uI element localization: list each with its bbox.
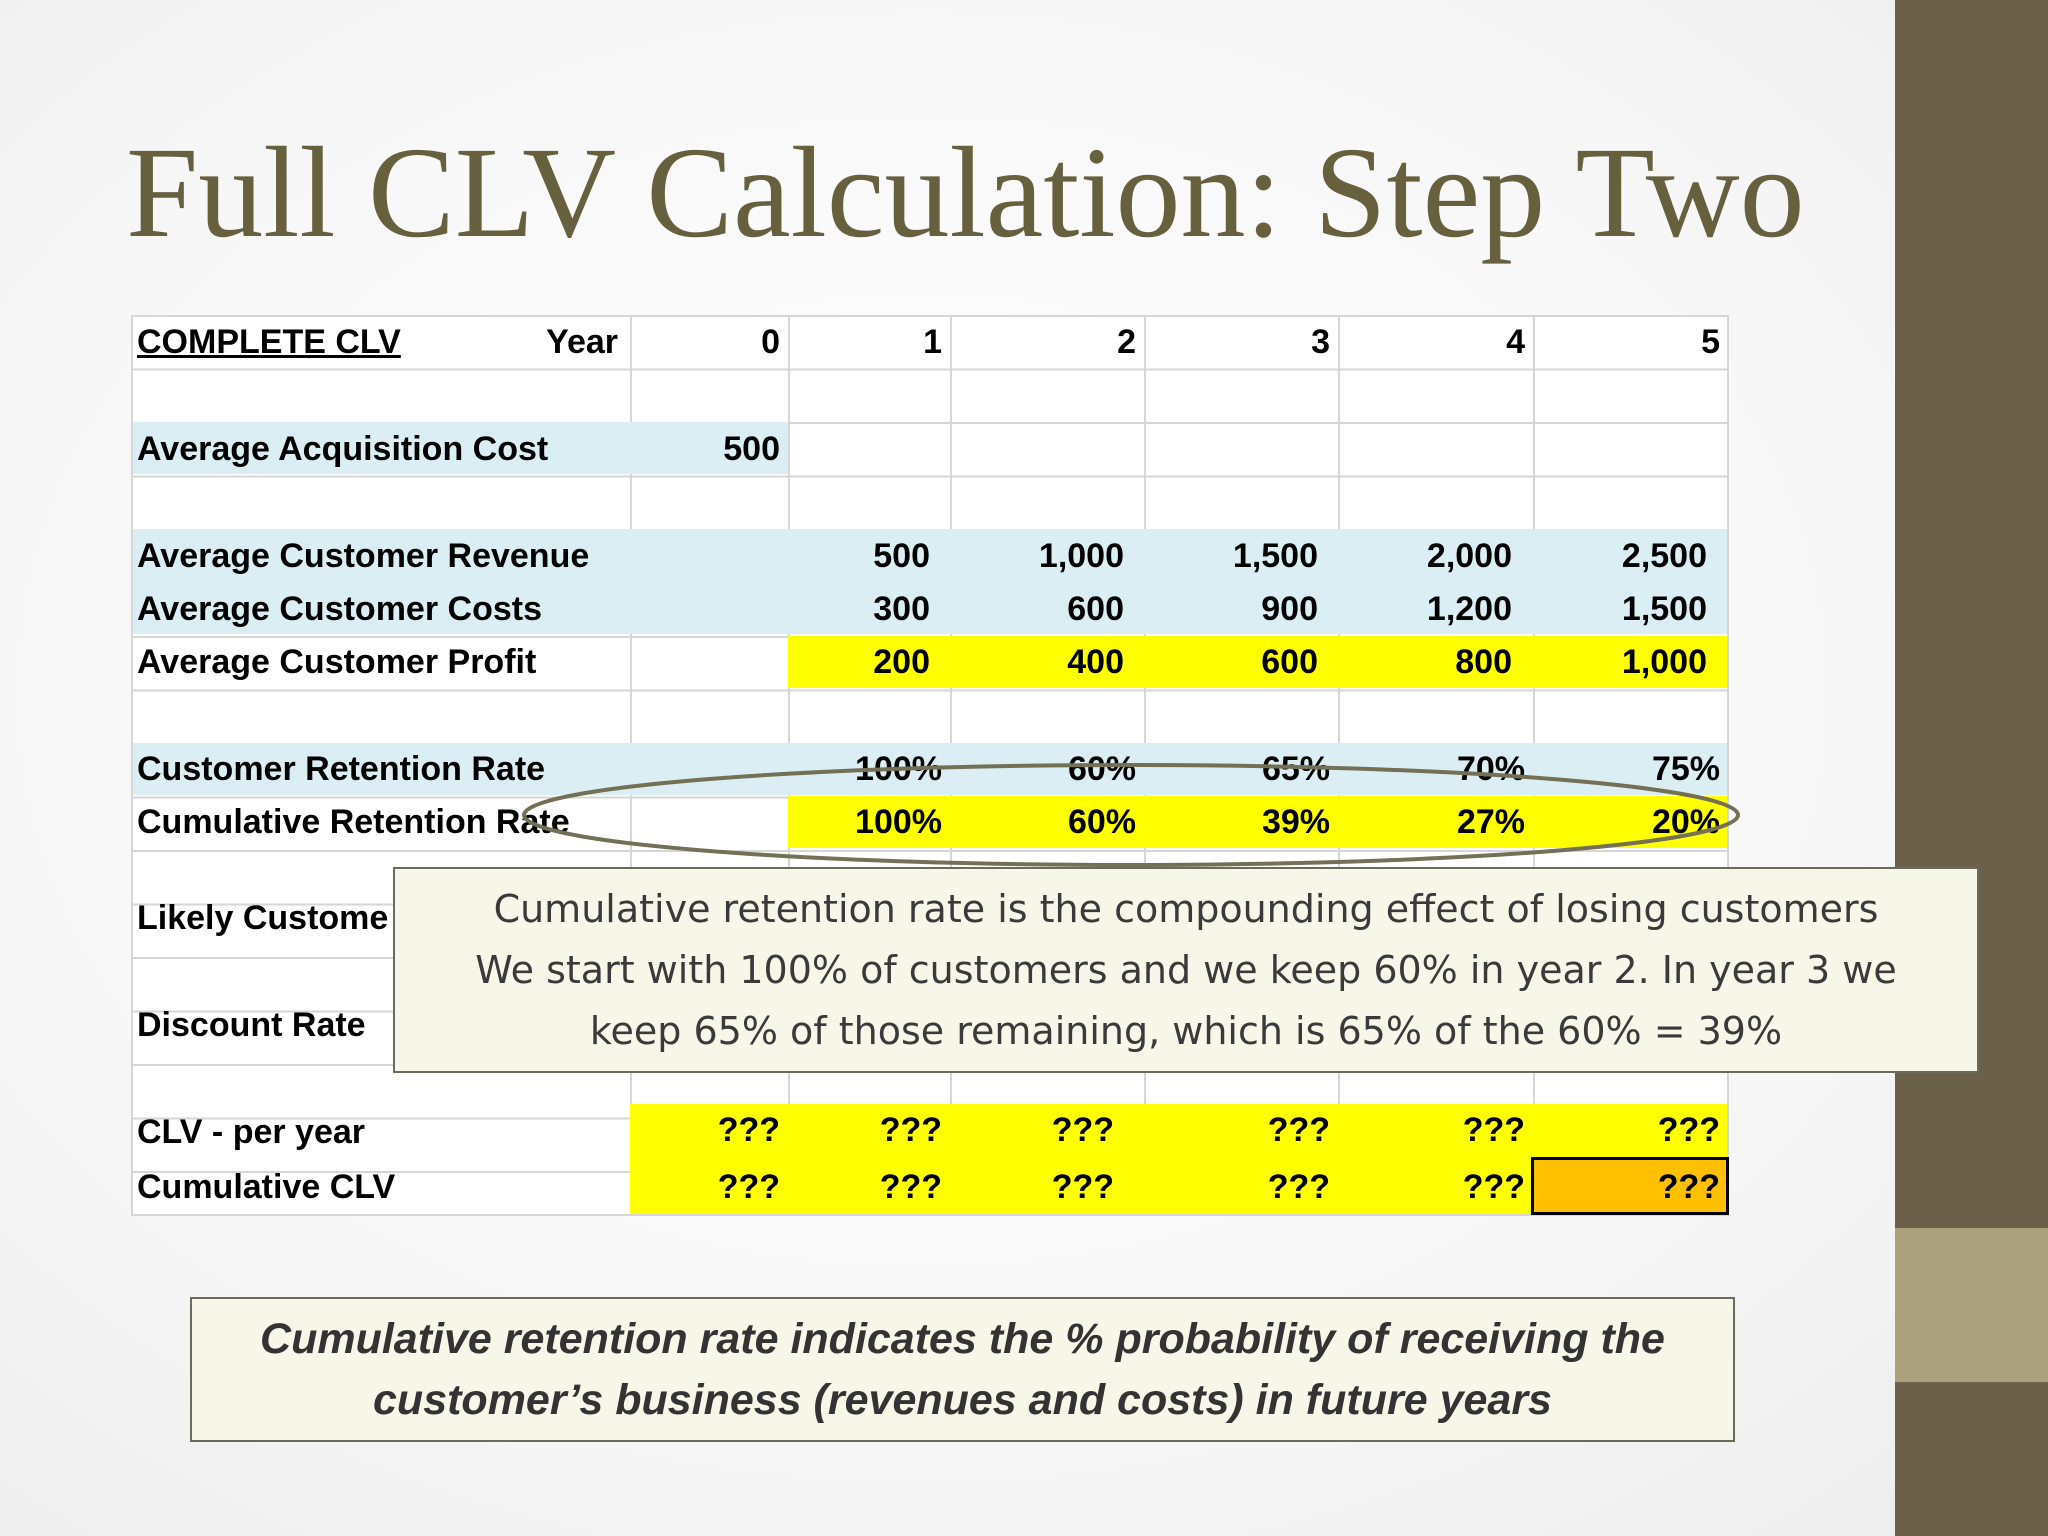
profit-y3: 600 bbox=[1261, 643, 1318, 681]
table-header-label: COMPLETE CLV bbox=[137, 323, 401, 361]
revenue-y1: 500 bbox=[873, 537, 930, 575]
callout-line: We start with 100% of customers and we keep 60% in year 2. In year 3 we bbox=[475, 947, 1897, 992]
year-4: 4 bbox=[1506, 323, 1525, 361]
clv-per-year-y3: ??? bbox=[1267, 1111, 1330, 1149]
year-0: 0 bbox=[761, 323, 780, 361]
retention-y4: 70% bbox=[1456, 750, 1525, 788]
revenue-y4: 2,000 bbox=[1426, 537, 1512, 575]
note-box bbox=[190, 1297, 1735, 1442]
cumulative-clv-y0: ??? bbox=[717, 1168, 780, 1206]
year-3: 3 bbox=[1311, 323, 1330, 361]
revenue-y2: 1,000 bbox=[1038, 537, 1124, 575]
clv-per-year-y5: ??? bbox=[1657, 1111, 1720, 1149]
cumulative-clv-y5: ??? bbox=[1657, 1168, 1720, 1206]
cumulative-clv-y1: ??? bbox=[879, 1168, 942, 1206]
acquisition-value: 500 bbox=[723, 430, 780, 468]
acquisition-label: Average Acquisition Cost bbox=[137, 430, 549, 468]
clv-per-year-y0: ??? bbox=[717, 1111, 780, 1149]
revenue-label: Average Customer Revenue bbox=[137, 537, 590, 575]
retention-label: Customer Retention Rate bbox=[137, 750, 546, 788]
year-2: 2 bbox=[1117, 323, 1136, 361]
slide-title: Full CLV Calculation: Step Two bbox=[126, 121, 1805, 265]
revenue-y5: 2,500 bbox=[1621, 537, 1707, 575]
cumulative-clv-y3: ??? bbox=[1267, 1168, 1330, 1206]
revenue-y3: 1,500 bbox=[1232, 537, 1318, 575]
costs-y5: 1,500 bbox=[1621, 590, 1707, 628]
year-1: 1 bbox=[923, 323, 942, 361]
retention-y3: 65% bbox=[1261, 750, 1330, 788]
callout-line: Cumulative retention rate is the compounding effect of losing customers bbox=[493, 886, 1879, 931]
cumulative-retention-y4: 27% bbox=[1456, 803, 1525, 841]
cumulative-clv-label: Cumulative CLV bbox=[137, 1168, 396, 1206]
costs-y1: 300 bbox=[873, 590, 930, 628]
callout-line: keep 65% of those remaining, which is 65% of the 60% = 39% bbox=[589, 1008, 1783, 1053]
profit-label: Average Customer Profit bbox=[137, 643, 537, 681]
costs-label: Average Customer Costs bbox=[137, 590, 542, 628]
sidebar-accent bbox=[1895, 1228, 2048, 1382]
costs-y4: 1,200 bbox=[1426, 590, 1512, 628]
costs-y3: 900 bbox=[1261, 590, 1318, 628]
cumulative-retention-y2: 60% bbox=[1067, 803, 1136, 841]
costs-y2: 600 bbox=[1067, 590, 1124, 628]
profit-y2: 400 bbox=[1067, 643, 1124, 681]
discount-rate-label: Discount Rate bbox=[137, 1006, 366, 1044]
retention-y2: 60% bbox=[1067, 750, 1136, 788]
profit-y4: 800 bbox=[1455, 643, 1512, 681]
note-line: Cumulative retention rate indicates the % probability of receiving the bbox=[260, 1314, 1665, 1363]
note-line: customer’s business (revenues and costs) in future years bbox=[373, 1375, 1552, 1424]
cumulative-retention-y5: 20% bbox=[1651, 803, 1720, 841]
cumulative-retention-y1: 100% bbox=[855, 803, 942, 841]
cumulative-clv-y2: ??? bbox=[1051, 1168, 1114, 1206]
cumulative-retention-y3: 39% bbox=[1261, 803, 1330, 841]
clv-per-year-label: CLV - per year bbox=[137, 1113, 366, 1151]
cumulative-clv-y4: ??? bbox=[1462, 1168, 1525, 1206]
clv-per-year-y1: ??? bbox=[879, 1111, 942, 1149]
retention-y1: 100% bbox=[855, 750, 942, 788]
retention-y5: 75% bbox=[1651, 750, 1720, 788]
profit-y1: 200 bbox=[873, 643, 930, 681]
year-label: Year bbox=[546, 323, 618, 361]
cumulative-retention-label: Cumulative Retention Rate bbox=[137, 803, 570, 841]
profit-y5: 1,000 bbox=[1621, 643, 1707, 681]
likely-customer-label: Likely Custome bbox=[137, 899, 389, 937]
year-5: 5 bbox=[1701, 323, 1720, 361]
clv-per-year-y4: ??? bbox=[1462, 1111, 1525, 1149]
clv-per-year-y2: ??? bbox=[1051, 1111, 1114, 1149]
callout-box bbox=[393, 867, 1979, 1073]
